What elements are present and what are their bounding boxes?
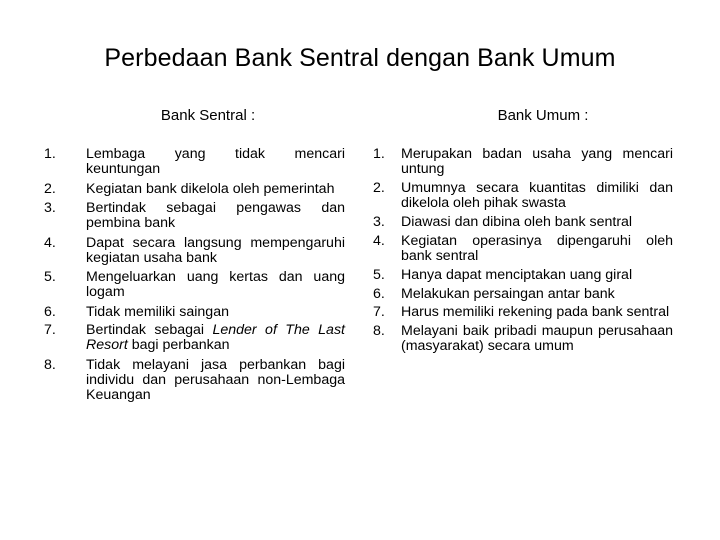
item-text: Tidak memiliki saingan <box>86 303 229 320</box>
list-item <box>40 270 345 300</box>
list-item <box>373 287 673 302</box>
list-item <box>40 305 345 320</box>
list-item <box>373 181 673 211</box>
item-text: Bertindak sebagai pengawas dan pembina bank <box>86 199 345 232</box>
list-item <box>40 201 345 231</box>
list-item <box>373 234 673 264</box>
item-text: Mengeluarkan uang kertas dan uang logam <box>86 269 345 301</box>
list-item <box>40 358 345 404</box>
list-item <box>40 323 345 353</box>
item-text: Melayani baik pribadi maupun perusahaan (masyarakat) secara umum <box>401 323 673 355</box>
slide-title: Perbedaan Bank Sentral dengan Bank Umum <box>104 44 616 72</box>
item-text: Umumnya secara kuantitas dimiliki dan dikelola oleh pihak swasta <box>401 180 673 212</box>
item-text-part: Bertindak sebagai <box>86 321 213 338</box>
bank-umum-heading: Bank Umum : <box>497 107 589 124</box>
item-text: Dapat secara langsung mempengaruhi kegiatan usaha bank <box>86 234 345 266</box>
bank-sentral-list <box>40 147 345 407</box>
list-item <box>373 324 673 354</box>
list-item <box>40 182 345 197</box>
item-text: Lembaga yang tidak mencari keuntungan <box>86 146 345 178</box>
item-number: 5. <box>373 266 385 283</box>
item-number: 4. <box>44 234 56 251</box>
list-item <box>40 147 345 177</box>
item-number: 8. <box>44 356 56 373</box>
item-text: Harus memiliki rekening pada bank sentral <box>401 304 670 321</box>
item-number: 7. <box>373 304 385 321</box>
item-number: 1. <box>44 146 56 162</box>
item-text <box>86 323 345 353</box>
bank-umum-list <box>373 147 673 358</box>
item-number: 2. <box>373 180 385 196</box>
item-text: Kegiatan operasinya dipengaruhi oleh bank sentral <box>401 232 673 264</box>
list-item <box>40 236 345 266</box>
item-text: Diawasi dan dibina oleh bank sentral <box>401 214 633 230</box>
item-number: 8. <box>373 323 385 340</box>
item-text-part: bagi perbankan <box>127 337 230 354</box>
item-text: Hanya dapat menciptakan uang giral <box>401 266 633 283</box>
item-text: Merupakan badan usaha yang mencari untung <box>401 146 673 178</box>
item-number: 7. <box>44 321 56 338</box>
list-item <box>373 305 673 320</box>
item-number: 2. <box>44 180 56 197</box>
item-text: Melakukan persaingan antar bank <box>401 285 615 302</box>
bank-sentral-heading: Bank Sentral : <box>160 107 256 124</box>
item-number: 1. <box>373 146 385 162</box>
item-number: 3. <box>44 199 56 216</box>
item-text: Kegiatan bank dikelola oleh pemerintah <box>86 180 335 197</box>
item-number: 5. <box>44 269 56 286</box>
list-item <box>373 215 673 230</box>
item-number: 3. <box>373 214 385 230</box>
item-text-italic: Lender of The Last Resort <box>86 321 345 354</box>
item-number: 6. <box>44 303 56 320</box>
item-number: 4. <box>373 232 385 249</box>
list-item <box>373 147 673 177</box>
item-text: Tidak melayani jasa perbankan bagi individu dan perusahaan non-Lembaga Keuangan <box>86 356 345 403</box>
item-number: 6. <box>373 285 385 302</box>
list-item <box>373 268 673 283</box>
